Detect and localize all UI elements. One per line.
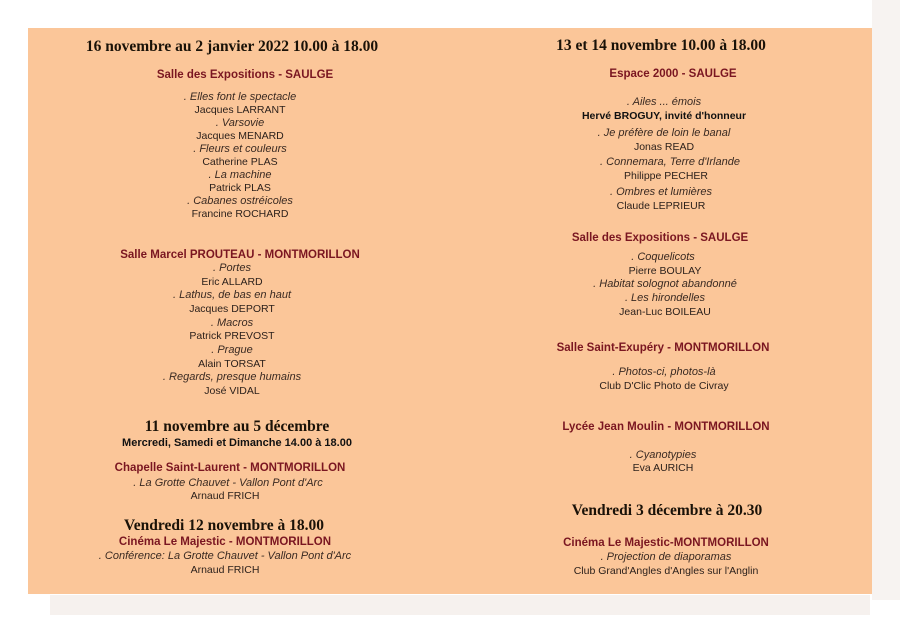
exhibit-author: Jonas READ bbox=[633, 141, 695, 153]
exhibit-title: . Les hirondelles bbox=[624, 292, 706, 304]
exhibit-author: Jacques DEPORT bbox=[189, 303, 275, 315]
page-shadow bbox=[50, 595, 870, 615]
exhibit-author: José VIDAL bbox=[204, 385, 260, 397]
exhibit-title: . Varsovie bbox=[215, 117, 265, 129]
exhibit-author: Jacques LARRANT bbox=[194, 104, 286, 116]
exhibit-author: Eric ALLARD bbox=[201, 276, 263, 288]
exhibit-author: Jacques MENARD bbox=[196, 130, 284, 142]
conference-speaker: Arnaud FRICH bbox=[190, 564, 260, 576]
conference-title: . Conférence: La Grotte Chauvet - Vallon Pont d'Arc bbox=[98, 550, 352, 562]
opening-hours: Mercredi, Samedi et Dimanche 14.00 à 18.00 bbox=[122, 437, 352, 449]
exhibit-author: Jean-Luc BOILEAU bbox=[619, 306, 711, 318]
exhibit-title: . Macros bbox=[210, 317, 254, 329]
exhibit-title: . Fleurs et couleurs bbox=[193, 143, 287, 155]
venue-salle-expositions-saulge: Salle des Expositions - SAULGE bbox=[571, 232, 749, 244]
exhibit-title: . Prague bbox=[211, 344, 253, 356]
left-header-date-range: 11 novembre au 5 décembre bbox=[144, 418, 330, 435]
guest-of-honour: Hervé BROGUY, invité d'honneur bbox=[581, 110, 747, 122]
exhibit-author: Francine ROCHARD bbox=[191, 208, 289, 220]
right-header-projection-date: Vendredi 3 décembre à 20.30 bbox=[571, 502, 763, 519]
projection-club: Club Grand'Angles d'Angles sur l'Anglin bbox=[573, 565, 759, 577]
left-header-dates: 16 novembre au 2 janvier 2022 10.00 à 18.00 bbox=[85, 38, 379, 55]
exhibit-author: Club D'Clic Photo de Civray bbox=[599, 380, 729, 392]
exhibit-title: . Regards, presque humains bbox=[162, 371, 302, 383]
exhibit-author: Patrick PREVOST bbox=[189, 330, 275, 342]
venue-salle-prouteau: Salle Marcel PROUTEAU - MONTMORILLON bbox=[120, 249, 360, 261]
left-header-conference-date: Vendredi 12 novembre à 18.00 bbox=[124, 517, 324, 534]
exhibit-author: Claude LEPRIEUR bbox=[616, 200, 706, 212]
exhibit-title: . Lathus, de bas en haut bbox=[172, 289, 292, 301]
venue-cinema-majestic: Cinéma Le Majestic - MONTMORILLON bbox=[118, 536, 332, 548]
exhibit-title: . Connemara, Terre d'Irlande bbox=[600, 156, 740, 168]
exhibit-title: . La machine bbox=[208, 169, 272, 181]
exhibit-author: Arnaud FRICH bbox=[190, 490, 260, 502]
right-header-dates: 13 et 14 novembre 10.00 à 18.00 bbox=[556, 37, 766, 54]
exhibit-author: Catherine PLAS bbox=[202, 156, 278, 168]
exhibit-title: . Cyanotypies bbox=[629, 449, 697, 461]
exhibit-title: . Ailes ... émois bbox=[626, 96, 702, 108]
exhibit-title: . Ombres et lumières bbox=[609, 186, 713, 198]
exhibit-title: . Cabanes ostréicoles bbox=[187, 195, 293, 207]
venue-chapelle-saint-laurent: Chapelle Saint-Laurent - MONTMORILLON bbox=[114, 462, 346, 474]
projection-title: . Projection de diaporamas bbox=[600, 551, 732, 563]
exhibit-title: . Elles font le spectacle bbox=[183, 91, 297, 103]
page-edge bbox=[872, 0, 900, 600]
exhibit-author: Patrick PLAS bbox=[209, 182, 271, 194]
venue-cinema-majestic: Cinéma Le Majestic-MONTMORILLON bbox=[563, 537, 769, 549]
exhibit-author: Eva AURICH bbox=[632, 462, 694, 474]
exhibit-title: . Je préfère de loin le banal bbox=[597, 127, 731, 139]
exhibit-title: . La Grotte Chauvet - Vallon Pont d'Arc bbox=[133, 477, 323, 489]
exhibit-author: Pierre BOULAY bbox=[628, 265, 702, 277]
venue-salle-saint-exupery: Salle Saint-Exupéry - MONTMORILLON bbox=[556, 342, 770, 354]
exhibit-title: . Habitat solognot abandonné bbox=[593, 278, 737, 290]
exhibit-author: Philippe PECHER bbox=[623, 170, 709, 182]
venue-espace-2000: Espace 2000 - SAULGE bbox=[609, 68, 737, 80]
venue-lycee-jean-moulin: Lycée Jean Moulin - MONTMORILLON bbox=[562, 421, 770, 433]
exhibit-author: Alain TORSAT bbox=[198, 358, 266, 370]
venue-salle-expositions-saulge: Salle des Expositions - SAULGE bbox=[156, 69, 334, 81]
exhibit-title: . Photos-ci, photos-là bbox=[612, 366, 716, 378]
exhibit-title: . Portes bbox=[213, 262, 251, 274]
exhibit-title: . Coquelicots bbox=[631, 251, 695, 263]
